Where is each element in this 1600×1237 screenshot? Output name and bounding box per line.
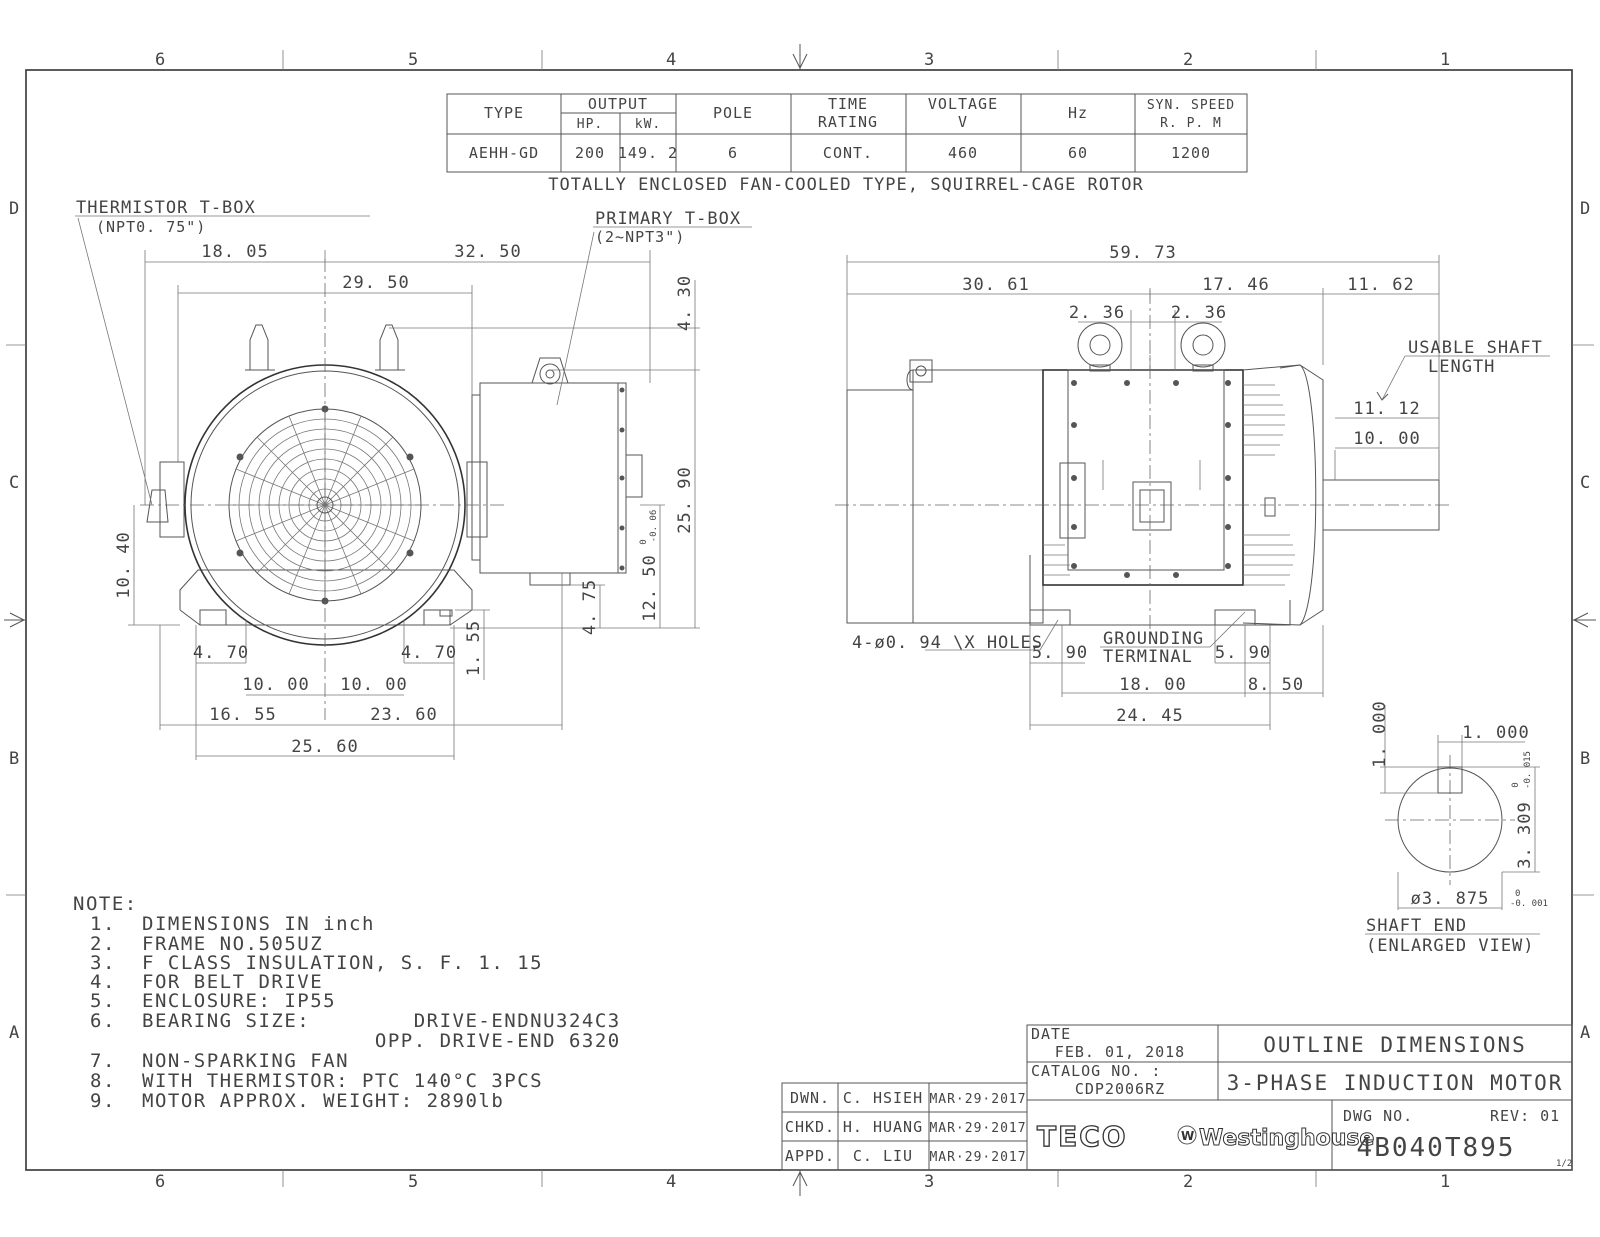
dwg-no-label: DWG NO. (1343, 1107, 1414, 1125)
dim-25-90: 25. 90 (675, 466, 695, 534)
dim-10-00-right: 10. 00 (340, 675, 408, 695)
header-voltage-1: VOLTAGE (927, 95, 999, 113)
header-pole: POLE (712, 104, 754, 122)
chkd-name: H. HUANG (842, 1118, 924, 1136)
grounding-label-1: GROUNDING (1103, 629, 1205, 649)
tol-dia-0-001: -0. 001 (1510, 899, 1548, 909)
zone-col-6-bottom: 6 (155, 1172, 167, 1192)
appd-name: C. LIU (852, 1147, 914, 1165)
zone-row-c-right: C (1580, 473, 1592, 493)
note-8-text: WITH THERMISTOR: PTC 140°C 3PCS (142, 1070, 544, 1092)
rating-table (447, 94, 1247, 195)
tol-shaft-0-015: -0. 015 (1523, 751, 1533, 789)
primary-tbox-label: PRIMARY T-BOX (595, 209, 742, 229)
zone-col-2-bottom: 2 (1183, 1172, 1195, 1192)
header-hz: Hz (1067, 104, 1089, 122)
tol-0: 0 (639, 539, 649, 545)
front-view-callouts (75, 198, 752, 505)
dim-1-55: 1. 55 (464, 619, 484, 677)
note-6-num: 6. (90, 1010, 116, 1032)
note-4-text: FOR BELT DRIVE (142, 971, 324, 993)
title-induction-motor: 3-PHASE INDUCTION MOTOR (1226, 1071, 1564, 1095)
front-view-dimensions (114, 242, 700, 760)
dim-10-40: 10. 40 (114, 531, 134, 599)
zone-row-b-right: B (1580, 749, 1592, 769)
header-output: OUTPUT (587, 95, 649, 113)
note-8-num: 8. (90, 1070, 116, 1092)
zone-row-a-right: A (1580, 1023, 1592, 1043)
note-1-num: 1. (90, 913, 116, 935)
side-view (835, 290, 1450, 640)
cell-hz: 60 (1067, 144, 1089, 162)
note-4-num: 4. (90, 971, 116, 993)
tol-shaft-0: 0 (1511, 782, 1521, 788)
dwg-number: 4B040T895 (1356, 1133, 1516, 1163)
zone-col-3: 3 (924, 50, 936, 70)
rev-label: REV: 01 (1490, 1107, 1561, 1125)
dim-25-60: 25. 60 (291, 737, 359, 757)
dim-4-30: 4. 30 (675, 274, 695, 332)
header-voltage-2: V (957, 113, 969, 131)
sheet-number: 1/2 (1556, 1159, 1573, 1169)
note-6b-text: OPP. DRIVE-END 6320 (142, 1030, 621, 1052)
note-5-text: ENCLOSURE: IP55 (142, 990, 337, 1012)
cell-syn-speed: 1200 (1170, 144, 1212, 162)
dim-23-60: 23. 60 (370, 705, 438, 725)
cell-voltage: 460 (947, 144, 979, 162)
dim-30-61: 30. 61 (962, 275, 1030, 295)
dim-2-36-right: 2. 36 (1170, 303, 1228, 323)
holes-label: 4-ø0. 94 \X HOLES (852, 633, 1043, 653)
header-hp: HP. (576, 117, 604, 132)
dim-4-70-right: 4. 70 (400, 643, 458, 663)
zone-col-4-bottom: 4 (666, 1172, 678, 1192)
table-caption: TOTALLY ENCLOSED FAN-COOLED TYPE, SQUIRREL-CAGE ROTOR (548, 175, 1144, 195)
thermistor-npt-label: (NPT0. 75") (96, 218, 207, 236)
usable-shaft-label-2: LENGTH (1428, 357, 1496, 377)
zone-row-c: C (9, 473, 21, 493)
dwn-label: DWN. (789, 1089, 831, 1107)
note-9-text: MOTOR APPROX. WEIGHT: 2890lb (142, 1090, 505, 1112)
note-6-text: BEARING SIZE: DRIVE-ENDNU324C3 (142, 1010, 621, 1032)
cell-kw: 149. 2 (617, 144, 679, 162)
note-3-num: 3. (90, 952, 116, 974)
dim-5-90-left: 5. 90 (1031, 643, 1089, 663)
dim-2-36-left: 2. 36 (1068, 303, 1126, 323)
dim-18-00: 18. 00 (1119, 675, 1187, 695)
teco-logo-text: TECO (1037, 1120, 1128, 1153)
title-block (782, 1025, 1572, 1170)
notes-heading: NOTE: (73, 893, 138, 915)
zone-col-5: 5 (408, 50, 420, 70)
note-9-num: 9. (90, 1090, 116, 1112)
teco-westinghouse-logo (1037, 1120, 1374, 1153)
grounding-label-2: TERMINAL (1103, 647, 1193, 667)
note-7-num: 7. (90, 1050, 116, 1072)
dim-10-00-left: 10. 00 (242, 675, 310, 695)
zone-row-d-right: D (1580, 199, 1592, 219)
header-type: TYPE (483, 104, 525, 122)
title-outline-dimensions: OUTLINE DIMENSIONS (1263, 1033, 1527, 1057)
dim-4-70-left: 4. 70 (192, 643, 250, 663)
zone-col-4: 4 (666, 50, 678, 70)
dim-5-90-right: 5. 90 (1214, 643, 1272, 663)
thermistor-tbox-label: THERMISTOR T-BOX (76, 198, 256, 218)
note-2-num: 2. (90, 933, 116, 955)
cell-time-rating: CONT. (822, 144, 874, 162)
cell-pole: 6 (727, 144, 739, 162)
dim-10-00-shaft: 10. 00 (1353, 429, 1421, 449)
dim-24-45: 24. 45 (1116, 706, 1184, 726)
zone-col-3-bottom: 3 (924, 1172, 936, 1192)
zone-col-6: 6 (155, 50, 167, 70)
dim-17-46: 17. 46 (1202, 275, 1270, 295)
appd-date: MAR·29·2017 (929, 1150, 1027, 1165)
note-3-text: F CLASS INSULATION, S. F. 1. 15 (142, 952, 544, 974)
zone-row-d: D (9, 199, 21, 219)
dwn-date: MAR·29·2017 (929, 1092, 1027, 1107)
date-label: DATE (1031, 1025, 1072, 1043)
zone-col-1-bottom: 1 (1440, 1172, 1452, 1192)
header-syn-speed-1: SYN. SPEED (1146, 98, 1236, 113)
dim-12-50: 12. 50 (640, 554, 660, 622)
dim-32-50: 32. 50 (454, 242, 522, 262)
appd-label: APPD. (784, 1147, 836, 1165)
note-1-text: DIMENSIONS IN inch (142, 913, 375, 935)
date-value: FEB. 01, 2018 (1054, 1043, 1186, 1061)
dim-1-000-vertical: 1. 000 (1370, 700, 1390, 768)
westinghouse-logo-text: Westinghouse (1199, 1126, 1375, 1151)
shaft-end-enlarged-label: (ENLARGED VIEW) (1366, 936, 1535, 956)
dim-3-309: 3. 309 (1515, 801, 1535, 869)
cell-type: AEHH-GD (468, 144, 540, 162)
header-time-rating-2: RATING (817, 113, 879, 131)
dim-11-62: 11. 62 (1347, 275, 1415, 295)
dim-1-000-horizontal: 1. 000 (1462, 723, 1530, 743)
dim-29-50: 29. 50 (342, 273, 410, 293)
zone-row-a: A (9, 1023, 21, 1043)
catalog-label: CATALOG NO. : (1031, 1062, 1162, 1080)
note-2-text: FRAME NO.505UZ (142, 933, 324, 955)
dim-8-50: 8. 50 (1247, 675, 1305, 695)
side-view-callouts (852, 338, 1550, 667)
chkd-date: MAR·29·2017 (929, 1121, 1027, 1136)
dim-11-12: 11. 12 (1353, 399, 1421, 419)
dim-59-73: 59. 73 (1109, 243, 1177, 263)
tol-0-06: -0. 06 (649, 509, 659, 543)
dim-18-05: 18. 05 (201, 242, 269, 262)
usable-shaft-label-1: USABLE SHAFT (1408, 338, 1543, 358)
dwn-name: C. HSIEH (842, 1089, 924, 1107)
note-7-text: NON-SPARKING FAN (142, 1050, 350, 1072)
dim-shaft-diameter: ø3. 875 (1410, 889, 1490, 909)
primary-npt-label: (2~NPT3") (595, 228, 686, 246)
zone-col-1: 1 (1440, 50, 1452, 70)
zone-row-b: B (9, 749, 21, 769)
tol-dia-0: 0 (1515, 889, 1521, 899)
catalog-value: CDP2006RZ (1074, 1080, 1166, 1098)
shaft-end-label: SHAFT END (1366, 916, 1468, 936)
header-time-rating-1: TIME (827, 95, 869, 113)
svg-text:W: W (1181, 1129, 1195, 1143)
zone-col-2: 2 (1183, 50, 1195, 70)
notes (73, 893, 621, 1112)
dim-16-55: 16. 55 (209, 705, 277, 725)
zone-col-5-bottom: 5 (408, 1172, 420, 1192)
note-5-num: 5. (90, 990, 116, 1012)
shaft-end-view (1365, 700, 1548, 956)
header-kw: kW. (634, 117, 662, 132)
chkd-label: CHKD. (784, 1118, 836, 1136)
dim-4-75: 4. 75 (580, 578, 600, 636)
cell-hp: 200 (574, 144, 606, 162)
header-syn-speed-2: R. P. M (1160, 116, 1222, 131)
